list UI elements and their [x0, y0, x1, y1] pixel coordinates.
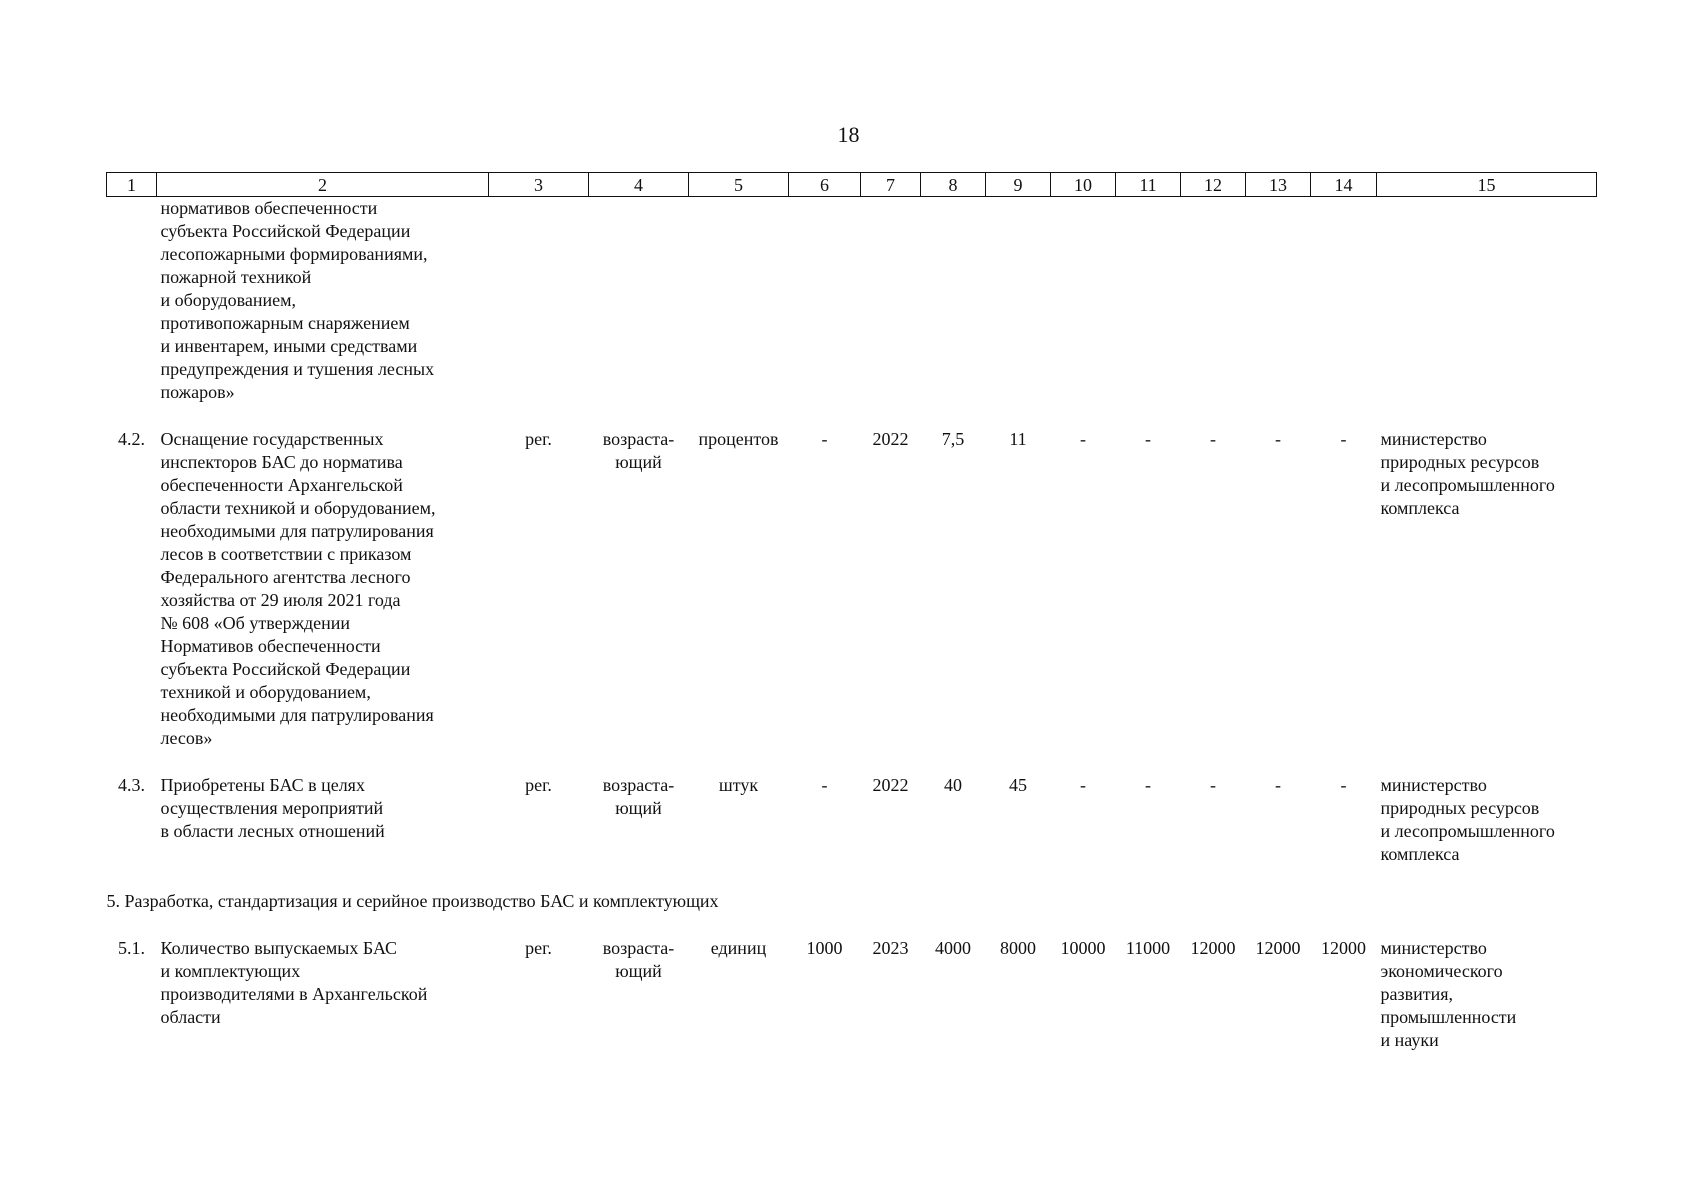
row-c10: - [1080, 429, 1086, 449]
row-number: 5.1. [118, 938, 145, 958]
col-header-12: 12 [1181, 173, 1246, 197]
row-c11: 11000 [1125, 938, 1171, 958]
row-description: Приобретены БАС в целях осуществления мероприятий в области лесных отношений [160, 775, 385, 841]
row-c9: 8000 [1000, 938, 1036, 958]
row-c12: - [1210, 775, 1216, 795]
row-c14: - [1340, 429, 1347, 449]
page-number: 18 [837, 122, 860, 147]
row-ministry: министерство экономического развития, промышленности и науки [1380, 938, 1517, 1050]
col-header-10: 10 [1051, 173, 1116, 197]
row-number: 4.3. [118, 775, 145, 795]
row-c7: 2022 [872, 775, 909, 795]
col-header-14: 14 [1311, 173, 1377, 197]
row-c14: 12000 [1321, 938, 1366, 958]
row-description: Оснащение государственных инспекторов БАС до норматива обеспеченности Архангельской области техникой и оборудованием, необходимыми для патрулирования лесов в соответствии с приказом Федерального агентства лесного хозяйства от 29 июля 2021 года № 608 «Об утверждении Нормативов обеспеченности субъекта Российской Федерации техникой и оборудованием, необходимыми для патрулирования лесов» [160, 429, 436, 748]
row-level: рег. [525, 938, 552, 958]
column-number-row [107, 173, 1597, 197]
col-header-5: 5 [689, 173, 789, 197]
row-c11: - [1145, 775, 1151, 795]
row-c10: 10000 [1060, 938, 1106, 958]
row-description: Количество выпускаемых БАС и комплектующих производителями в Архангельской области [160, 938, 428, 1027]
col-header-8: 8 [921, 173, 986, 197]
table-row [107, 937, 1597, 1052]
row-c7: 2022 [872, 429, 909, 449]
row-unit: процентов [698, 429, 779, 449]
table-row-continuation [107, 197, 1597, 405]
row-c13: - [1275, 429, 1281, 449]
row-unit: штук [718, 775, 759, 795]
row-level: рег. [525, 429, 552, 449]
row-c6: - [821, 429, 828, 449]
row-c13: 12000 [1255, 938, 1301, 958]
row-number: 4.2. [118, 429, 145, 449]
col-header-6: 6 [789, 173, 861, 197]
row-type: возраста- ющий [602, 429, 675, 472]
indicators-table [106, 172, 1597, 1052]
row-type: возраста- ющий [602, 938, 675, 981]
row-c6: 1000 [806, 938, 843, 958]
col-header-15: 15 [1377, 173, 1597, 197]
section-title: 5. Разработка, стандартизация и серийное производство БАС и комплектующих [106, 891, 719, 911]
col-header-3: 3 [489, 173, 589, 197]
row-c9: 45 [1009, 775, 1027, 795]
row-c6: - [821, 775, 828, 795]
row-ministry: министерство природных ресурсов и лесопромышленного комплекса [1380, 429, 1555, 518]
row-c14: - [1340, 775, 1347, 795]
table-row [107, 774, 1597, 866]
row-c8: 4000 [935, 938, 971, 958]
row-c8: 40 [944, 775, 962, 795]
row-type: возраста- ющий [602, 775, 675, 818]
row-ministry: министерство природных ресурсов и лесопромышленного комплекса [1380, 775, 1555, 864]
row-c11: - [1145, 429, 1151, 449]
row-c13: - [1275, 775, 1281, 795]
row-c12: - [1210, 429, 1216, 449]
section-heading-row [107, 890, 1597, 913]
row-c8: 7,5 [941, 429, 965, 449]
row-level: рег. [525, 775, 552, 795]
row-c12: 12000 [1190, 938, 1236, 958]
col-header-9: 9 [986, 173, 1051, 197]
col-header-1: 1 [107, 173, 157, 197]
continuation-text: нормативов обеспеченности субъекта Российской Федерации лесопожарными формированиями, пожарной техникой и оборудованием, противопожарным снаряжением и инвентарем, иными средствами предупреждения и тушения лесных пожаров» [160, 198, 435, 402]
col-header-13: 13 [1246, 173, 1311, 197]
row-c9: 11 [1009, 429, 1027, 449]
col-header-2: 2 [157, 173, 489, 197]
table-row [107, 428, 1597, 750]
row-c7: 2023 [872, 938, 909, 958]
col-header-11: 11 [1116, 173, 1181, 197]
col-header-7: 7 [861, 173, 921, 197]
row-c10: - [1080, 775, 1086, 795]
col-header-4: 4 [589, 173, 689, 197]
row-unit: единиц [710, 938, 767, 958]
